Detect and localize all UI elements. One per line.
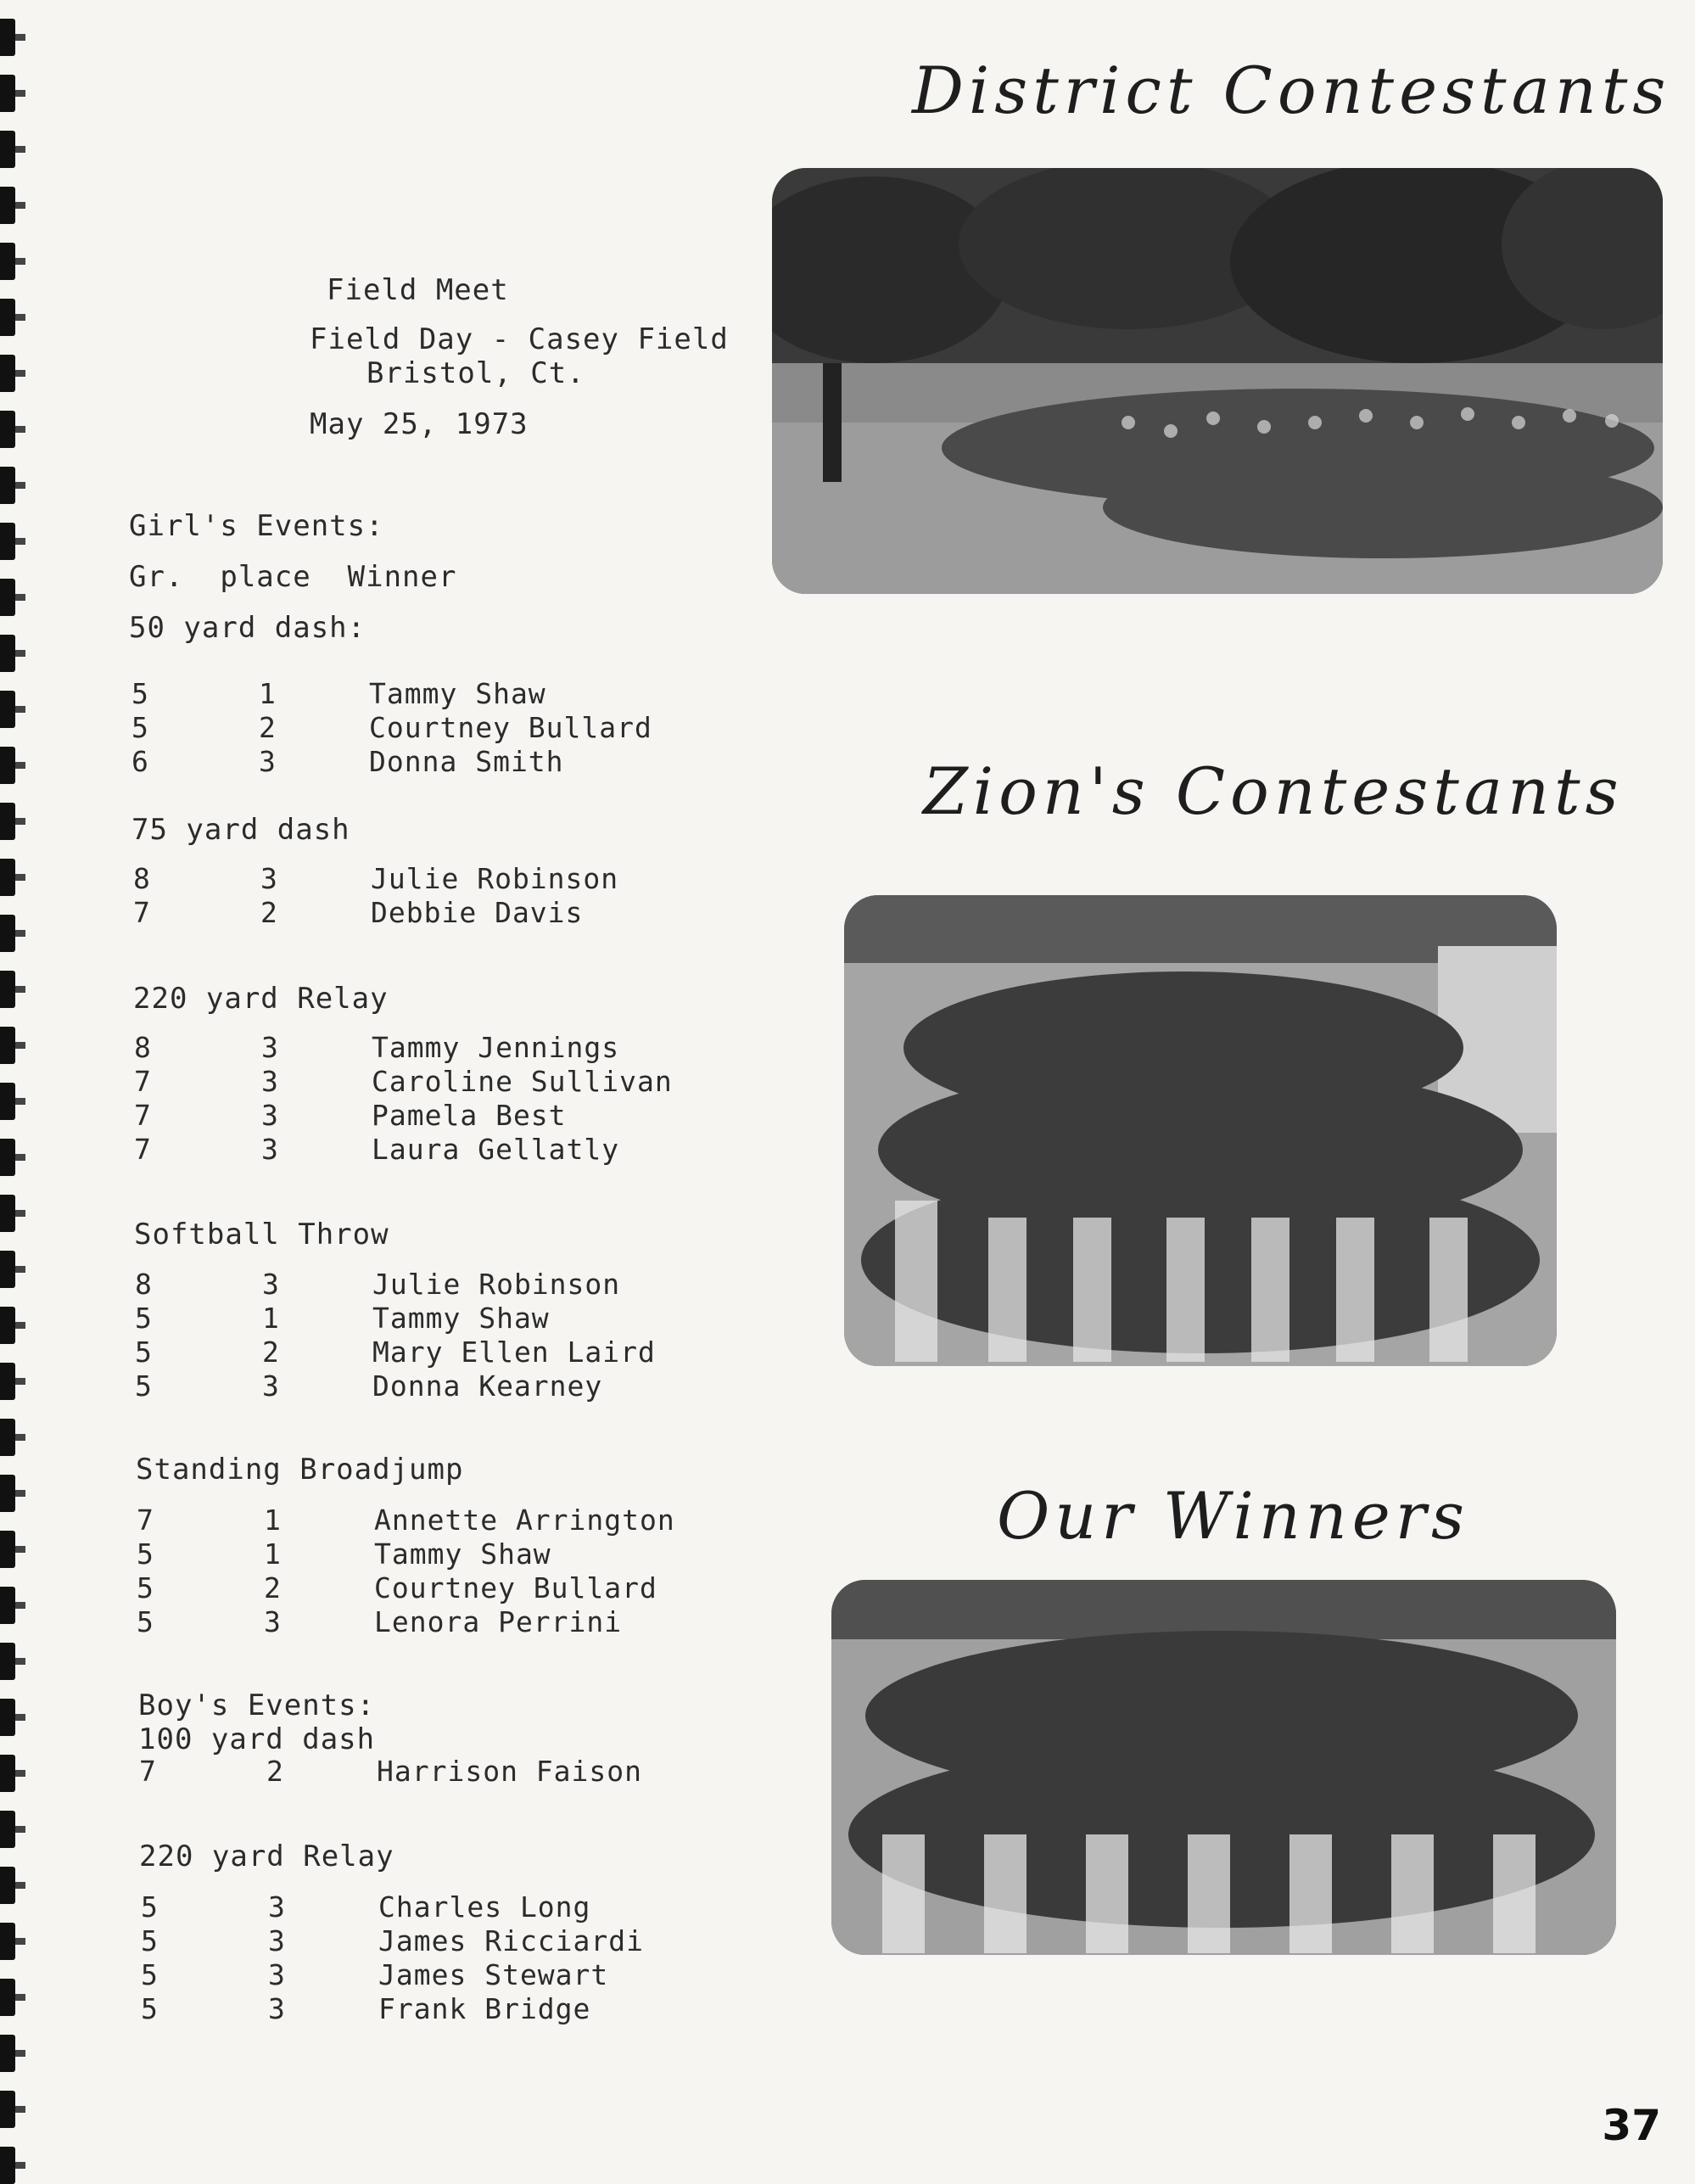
winner: Laura Gellatly	[372, 1133, 620, 1166]
zions-contestants-photo	[844, 895, 1557, 1366]
grade: 8	[135, 1268, 153, 1301]
winner: Tammy Jennings	[372, 1031, 620, 1064]
binding-ring	[0, 131, 15, 168]
place: 3	[261, 1031, 279, 1064]
spiral-binding	[0, 0, 25, 2172]
grade: 8	[134, 1031, 152, 1064]
binding-ring	[0, 1643, 15, 1680]
event-title: 50 yard dash:	[129, 611, 366, 645]
binding-ring	[0, 299, 15, 336]
grade: 5	[137, 1537, 154, 1571]
grade: 7	[139, 1755, 157, 1788]
winner: Julie Robinson	[371, 862, 619, 895]
binding-ring	[0, 2091, 15, 2128]
binding-ring	[0, 1363, 15, 1400]
place: 3	[268, 1992, 286, 2025]
place: 3	[268, 1924, 286, 1957]
district-contestants-photo	[772, 168, 1663, 594]
winner: Charles Long	[378, 1890, 591, 1924]
place: 2	[266, 1755, 284, 1788]
winner: Julie Robinson	[372, 1268, 621, 1301]
binding-ring	[0, 1139, 15, 1176]
grade: 5	[137, 1605, 154, 1638]
binding-ring	[0, 1251, 15, 1288]
binding-ring	[0, 1083, 15, 1120]
binding-ring	[0, 635, 15, 672]
event-title: Standing Broadjump	[136, 1453, 464, 1487]
event-title: Softball Throw	[134, 1218, 389, 1252]
meet-date: May 25, 1973	[310, 407, 529, 441]
grade: 5	[131, 677, 149, 710]
place: 2	[264, 1571, 282, 1604]
winner: Tammy Shaw	[372, 1302, 550, 1335]
grade: 5	[135, 1302, 153, 1335]
our-winners-caption: Our Winners	[997, 1478, 1470, 1554]
binding-ring	[0, 2147, 15, 2184]
grade: 5	[131, 711, 149, 744]
meet-location: Bristol, Ct.	[366, 356, 585, 390]
place: 3	[260, 862, 278, 895]
grade: 7	[134, 1099, 152, 1132]
grade: 5	[135, 1369, 153, 1403]
binding-ring	[0, 523, 15, 560]
page-number: 37	[1602, 2101, 1661, 2150]
binding-ring	[0, 1307, 15, 1344]
binding-ring	[0, 579, 15, 616]
winner: Courtney Bullard	[374, 1571, 657, 1604]
binding-ring	[0, 691, 15, 728]
binding-ring	[0, 971, 15, 1008]
place: 1	[259, 677, 277, 710]
place: 2	[262, 1336, 280, 1369]
event-title: 75 yard dash	[131, 813, 350, 847]
place: 1	[262, 1302, 280, 1335]
binding-ring	[0, 1979, 15, 2016]
place: 3	[261, 1065, 279, 1098]
winner: Annette Arrington	[374, 1504, 675, 1537]
binding-ring	[0, 2035, 15, 2072]
grade: 5	[141, 1924, 159, 1957]
binding-ring	[0, 747, 15, 784]
binding-ring	[0, 1475, 15, 1512]
winner: Courtney Bullard	[369, 711, 652, 744]
place: 2	[260, 896, 278, 929]
binding-ring	[0, 1923, 15, 1960]
winner: Donna Kearney	[372, 1369, 603, 1403]
grade: 7	[137, 1504, 154, 1537]
binding-ring	[0, 355, 15, 392]
binding-ring	[0, 859, 15, 896]
grade: 5	[137, 1571, 154, 1604]
zions-contestants-caption: Zion's Contestants	[923, 753, 1624, 829]
girls-events-heading: Girl's Events:	[129, 509, 384, 543]
our-winners-photo	[831, 1580, 1616, 1955]
binding-ring	[0, 1699, 15, 1736]
winner: Donna Smith	[369, 745, 564, 778]
meet-title: Field Meet	[327, 273, 509, 307]
binding-ring	[0, 1867, 15, 1904]
binding-ring	[0, 243, 15, 280]
binding-ring	[0, 187, 15, 224]
grade: 5	[141, 1890, 159, 1924]
binding-ring	[0, 1419, 15, 1456]
grade: 5	[141, 1958, 159, 1991]
binding-ring	[0, 915, 15, 952]
winner: James Ricciardi	[378, 1924, 645, 1957]
winner: Pamela Best	[372, 1099, 567, 1132]
binding-ring	[0, 1531, 15, 1568]
binding-ring	[0, 75, 15, 112]
place: 3	[261, 1133, 279, 1166]
winner: Caroline Sullivan	[372, 1065, 673, 1098]
winner: Tammy Shaw	[369, 677, 546, 710]
place: 3	[261, 1099, 279, 1132]
event-title: 220 yard Relay	[133, 982, 389, 1016]
binding-ring	[0, 467, 15, 504]
place: 3	[262, 1369, 280, 1403]
place: 3	[262, 1268, 280, 1301]
place: 1	[264, 1504, 282, 1537]
grade: 7	[134, 1133, 152, 1166]
winner: Tammy Shaw	[374, 1537, 551, 1571]
binding-ring	[0, 1027, 15, 1064]
binding-ring	[0, 803, 15, 840]
grade: 5	[141, 1992, 159, 2025]
winner: James Stewart	[378, 1958, 609, 1991]
binding-ring	[0, 1195, 15, 1232]
place: 3	[268, 1890, 286, 1924]
binding-ring	[0, 411, 15, 448]
results-column-headers: Gr. place Winner	[129, 560, 457, 594]
place: 3	[264, 1605, 282, 1638]
winner: Debbie Davis	[371, 896, 584, 929]
winner: Harrison Faison	[377, 1755, 643, 1788]
binding-ring	[0, 1755, 15, 1792]
grade: 7	[134, 1065, 152, 1098]
grade: 7	[133, 896, 151, 929]
event-title: 220 yard Relay	[139, 1840, 394, 1873]
place: 2	[259, 711, 277, 744]
place: 3	[259, 745, 277, 778]
boys-events-heading: Boy's Events:	[138, 1688, 376, 1722]
winner: Frank Bridge	[378, 1992, 591, 2025]
winner: Lenora Perrini	[374, 1605, 623, 1638]
event-title: 100 yard dash	[138, 1722, 376, 1756]
place: 1	[264, 1537, 282, 1571]
binding-ring	[0, 1587, 15, 1624]
binding-ring	[0, 19, 15, 56]
grade: 8	[133, 862, 151, 895]
grade: 6	[131, 745, 149, 778]
place: 3	[268, 1958, 286, 1991]
district-contestants-caption: District Contestants	[912, 53, 1671, 128]
meet-event: Field Day - Casey Field	[310, 322, 729, 356]
binding-ring	[0, 1811, 15, 1848]
winner: Mary Ellen Laird	[372, 1336, 656, 1369]
grade: 5	[135, 1336, 153, 1369]
